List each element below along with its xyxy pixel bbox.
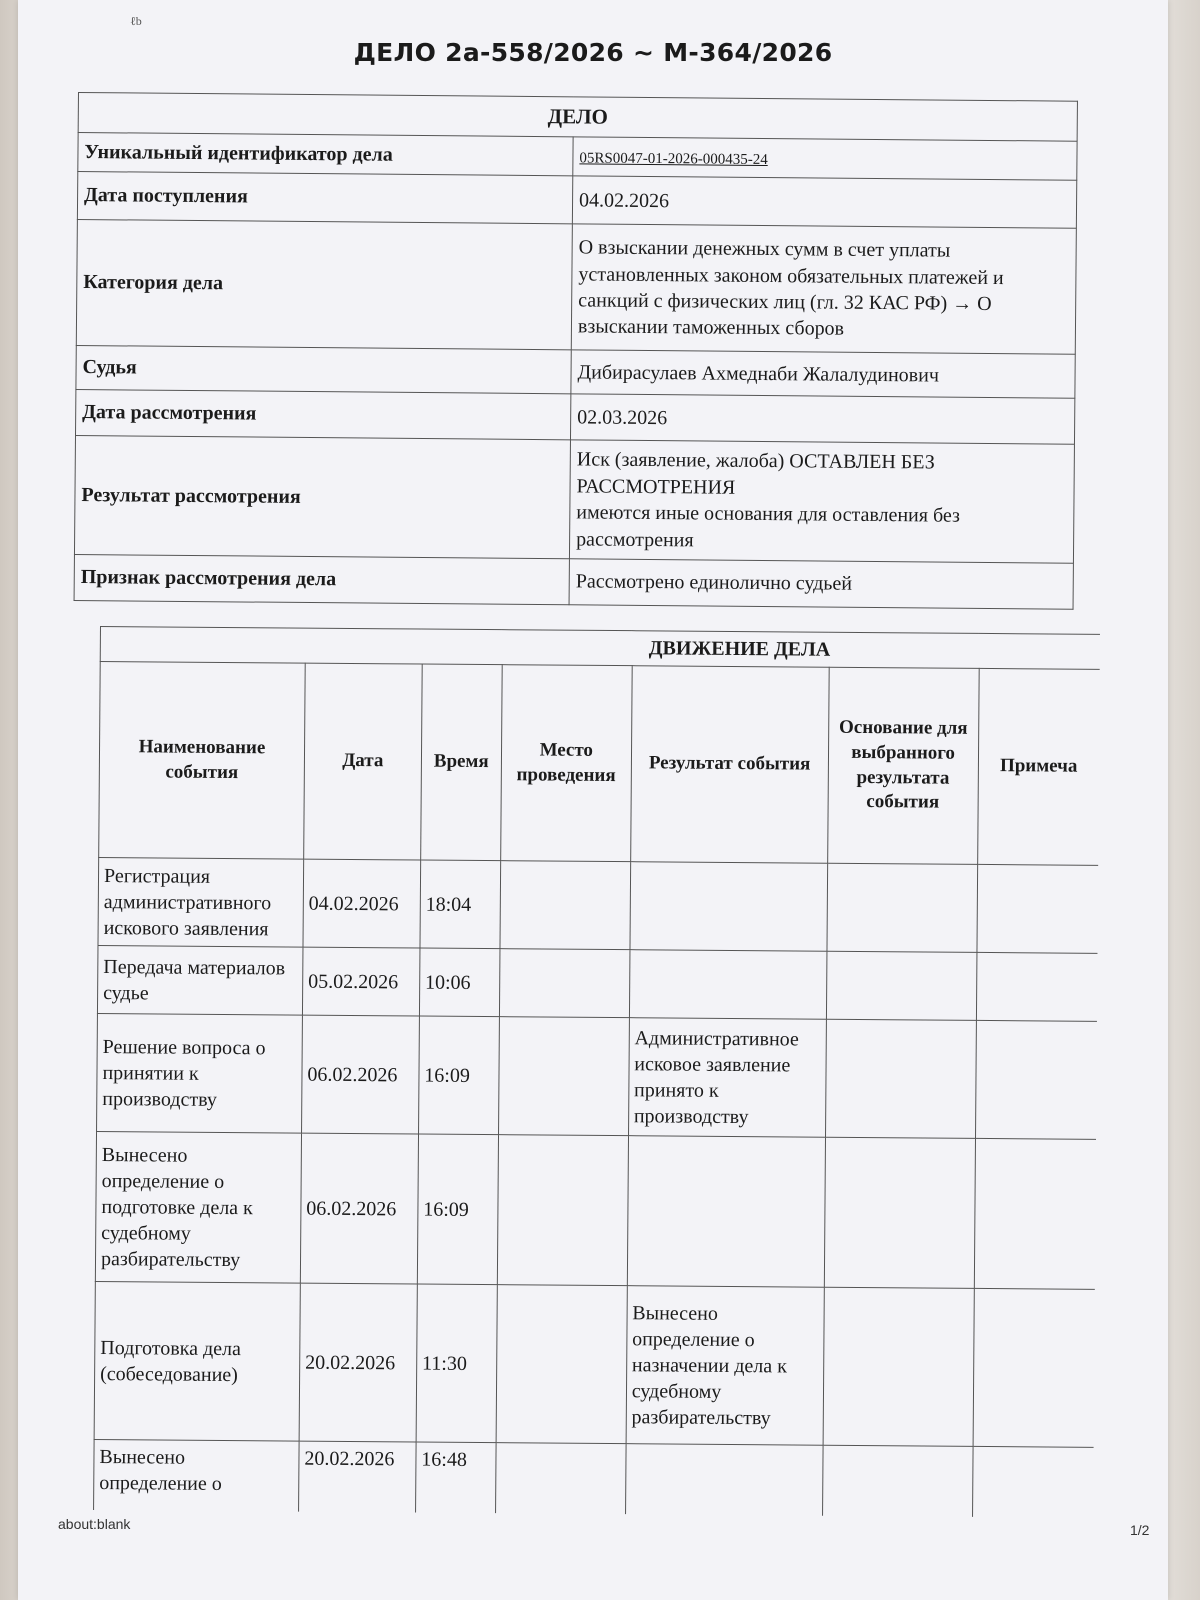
event-date: 05.02.2026 xyxy=(302,947,419,1016)
case-movement-table xyxy=(93,626,1100,1517)
case-uid-link[interactable]: 05RS0047-01-2026-000435-24 xyxy=(579,150,768,169)
event-note xyxy=(977,864,1099,953)
table-row xyxy=(97,945,1097,1021)
event-note xyxy=(975,1020,1097,1139)
event-time: 16:09 xyxy=(417,1134,498,1285)
case-row-received xyxy=(77,172,1076,229)
case-label: Результат рассмотрения xyxy=(74,436,570,559)
event-note xyxy=(974,1138,1096,1289)
event-place xyxy=(500,861,631,950)
event-basis xyxy=(827,863,978,952)
event-date: 20.02.2026 xyxy=(298,1441,415,1512)
column-header: Дата xyxy=(304,663,422,860)
page-mark: ℓb xyxy=(130,14,142,28)
event-result: Вынесено определение о назначении дела к судебному разбирательству xyxy=(626,1286,824,1446)
event-place xyxy=(496,1285,627,1444)
table-row xyxy=(98,857,1098,953)
event-basis xyxy=(825,1019,976,1138)
case-value: 04.02.2026 xyxy=(572,176,1076,228)
event-note xyxy=(972,1446,1093,1517)
event-date: 06.02.2026 xyxy=(300,1133,418,1284)
event-place xyxy=(497,1135,628,1286)
event-basis xyxy=(826,951,976,1020)
table-row xyxy=(97,1013,1097,1139)
case-value: Рассмотрено единолично судьей xyxy=(569,559,1073,609)
print-footer-url: about:blank xyxy=(58,1516,131,1532)
case-value: 02.03.2026 xyxy=(570,394,1074,444)
event-time: 11:30 xyxy=(416,1284,497,1443)
case-info-table xyxy=(74,92,1078,610)
event-time: 16:48 xyxy=(415,1442,496,1513)
case-label: Признак рассмотрения дела xyxy=(74,554,569,604)
event-name: Решение вопроса о принятии к производству xyxy=(97,1013,303,1133)
event-note xyxy=(973,1288,1095,1447)
event-name: Вынесено определение о xyxy=(94,1439,299,1511)
column-header: Время xyxy=(421,664,502,861)
case-label: Дата рассмотрения xyxy=(75,390,570,440)
print-footer-page-number: 1/2 xyxy=(1130,1522,1150,1538)
event-result: Административное исковое заявление принято к производству xyxy=(628,1018,826,1138)
event-basis xyxy=(823,1287,974,1446)
event-time: 18:04 xyxy=(420,860,501,949)
case-result-reason: имеются иные основания для оставления без рассмотрения xyxy=(576,501,961,551)
document-sheet xyxy=(18,0,1168,1600)
event-time: 10:06 xyxy=(419,948,499,1017)
event-date: 04.02.2026 xyxy=(303,859,421,948)
document-title: ДЕЛО 2а-558/2026 ~ М-364/2026 xyxy=(353,38,833,67)
event-result xyxy=(629,950,826,1020)
event-place xyxy=(495,1443,625,1514)
event-result xyxy=(625,1444,822,1516)
event-result xyxy=(627,1136,825,1288)
column-header: Наименование события xyxy=(99,662,305,860)
event-place xyxy=(498,1017,629,1136)
event-place xyxy=(499,949,629,1018)
event-date: 06.02.2026 xyxy=(301,1015,419,1134)
event-time: 16:09 xyxy=(418,1016,499,1135)
case-table-header: ДЕЛО xyxy=(78,93,1077,142)
case-row-mode xyxy=(74,554,1073,609)
event-name: Передача материалов судье xyxy=(97,945,302,1015)
column-header: Место проведения xyxy=(500,665,631,862)
case-result-main: Иск (заявление, жалоба) ОСТАВЛЕН БЕЗ РАССМОТРЕНИЯ xyxy=(576,448,935,499)
case-label: Дата поступления xyxy=(77,172,572,224)
table-row xyxy=(94,1281,1095,1447)
column-header: Результат события xyxy=(630,666,828,864)
case-label: Категория дела xyxy=(76,220,572,350)
column-header: Примеча xyxy=(977,668,1099,865)
event-name: Регистрация административного искового заявления xyxy=(98,857,304,947)
case-value xyxy=(569,440,1074,563)
event-basis xyxy=(822,1445,972,1516)
case-label: Уникальный идентификатор дела xyxy=(78,133,573,177)
table-row xyxy=(94,1439,1094,1517)
movement-header-row xyxy=(99,662,1100,866)
case-row-result xyxy=(74,436,1074,563)
event-name: Подготовка дела (собеседование) xyxy=(94,1281,300,1441)
case-value: О взыскании денежных сумм в счет уплаты установленных законом обязательных платежей и санкций с физических лиц (гл. 32 КАС РФ) → О взыскании таможенных сборов xyxy=(571,224,1076,354)
event-basis xyxy=(824,1137,975,1288)
event-date: 20.02.2026 xyxy=(299,1283,417,1442)
case-value: Дибирасулаев Ахмеднаби Жалалудинович xyxy=(571,350,1075,398)
case-row-category xyxy=(76,220,1076,355)
movement-table-header: ДВИЖЕНИЕ ДЕЛА xyxy=(100,627,1100,670)
event-result xyxy=(630,862,828,952)
table-row xyxy=(95,1131,1096,1289)
case-value xyxy=(573,137,1077,181)
event-note xyxy=(976,952,1097,1021)
column-header: Основание для выбранного результата события xyxy=(827,667,978,864)
event-name: Вынесено определение о подготовке дела к судебному разбирательству xyxy=(95,1131,301,1283)
case-label: Судья xyxy=(76,346,571,394)
